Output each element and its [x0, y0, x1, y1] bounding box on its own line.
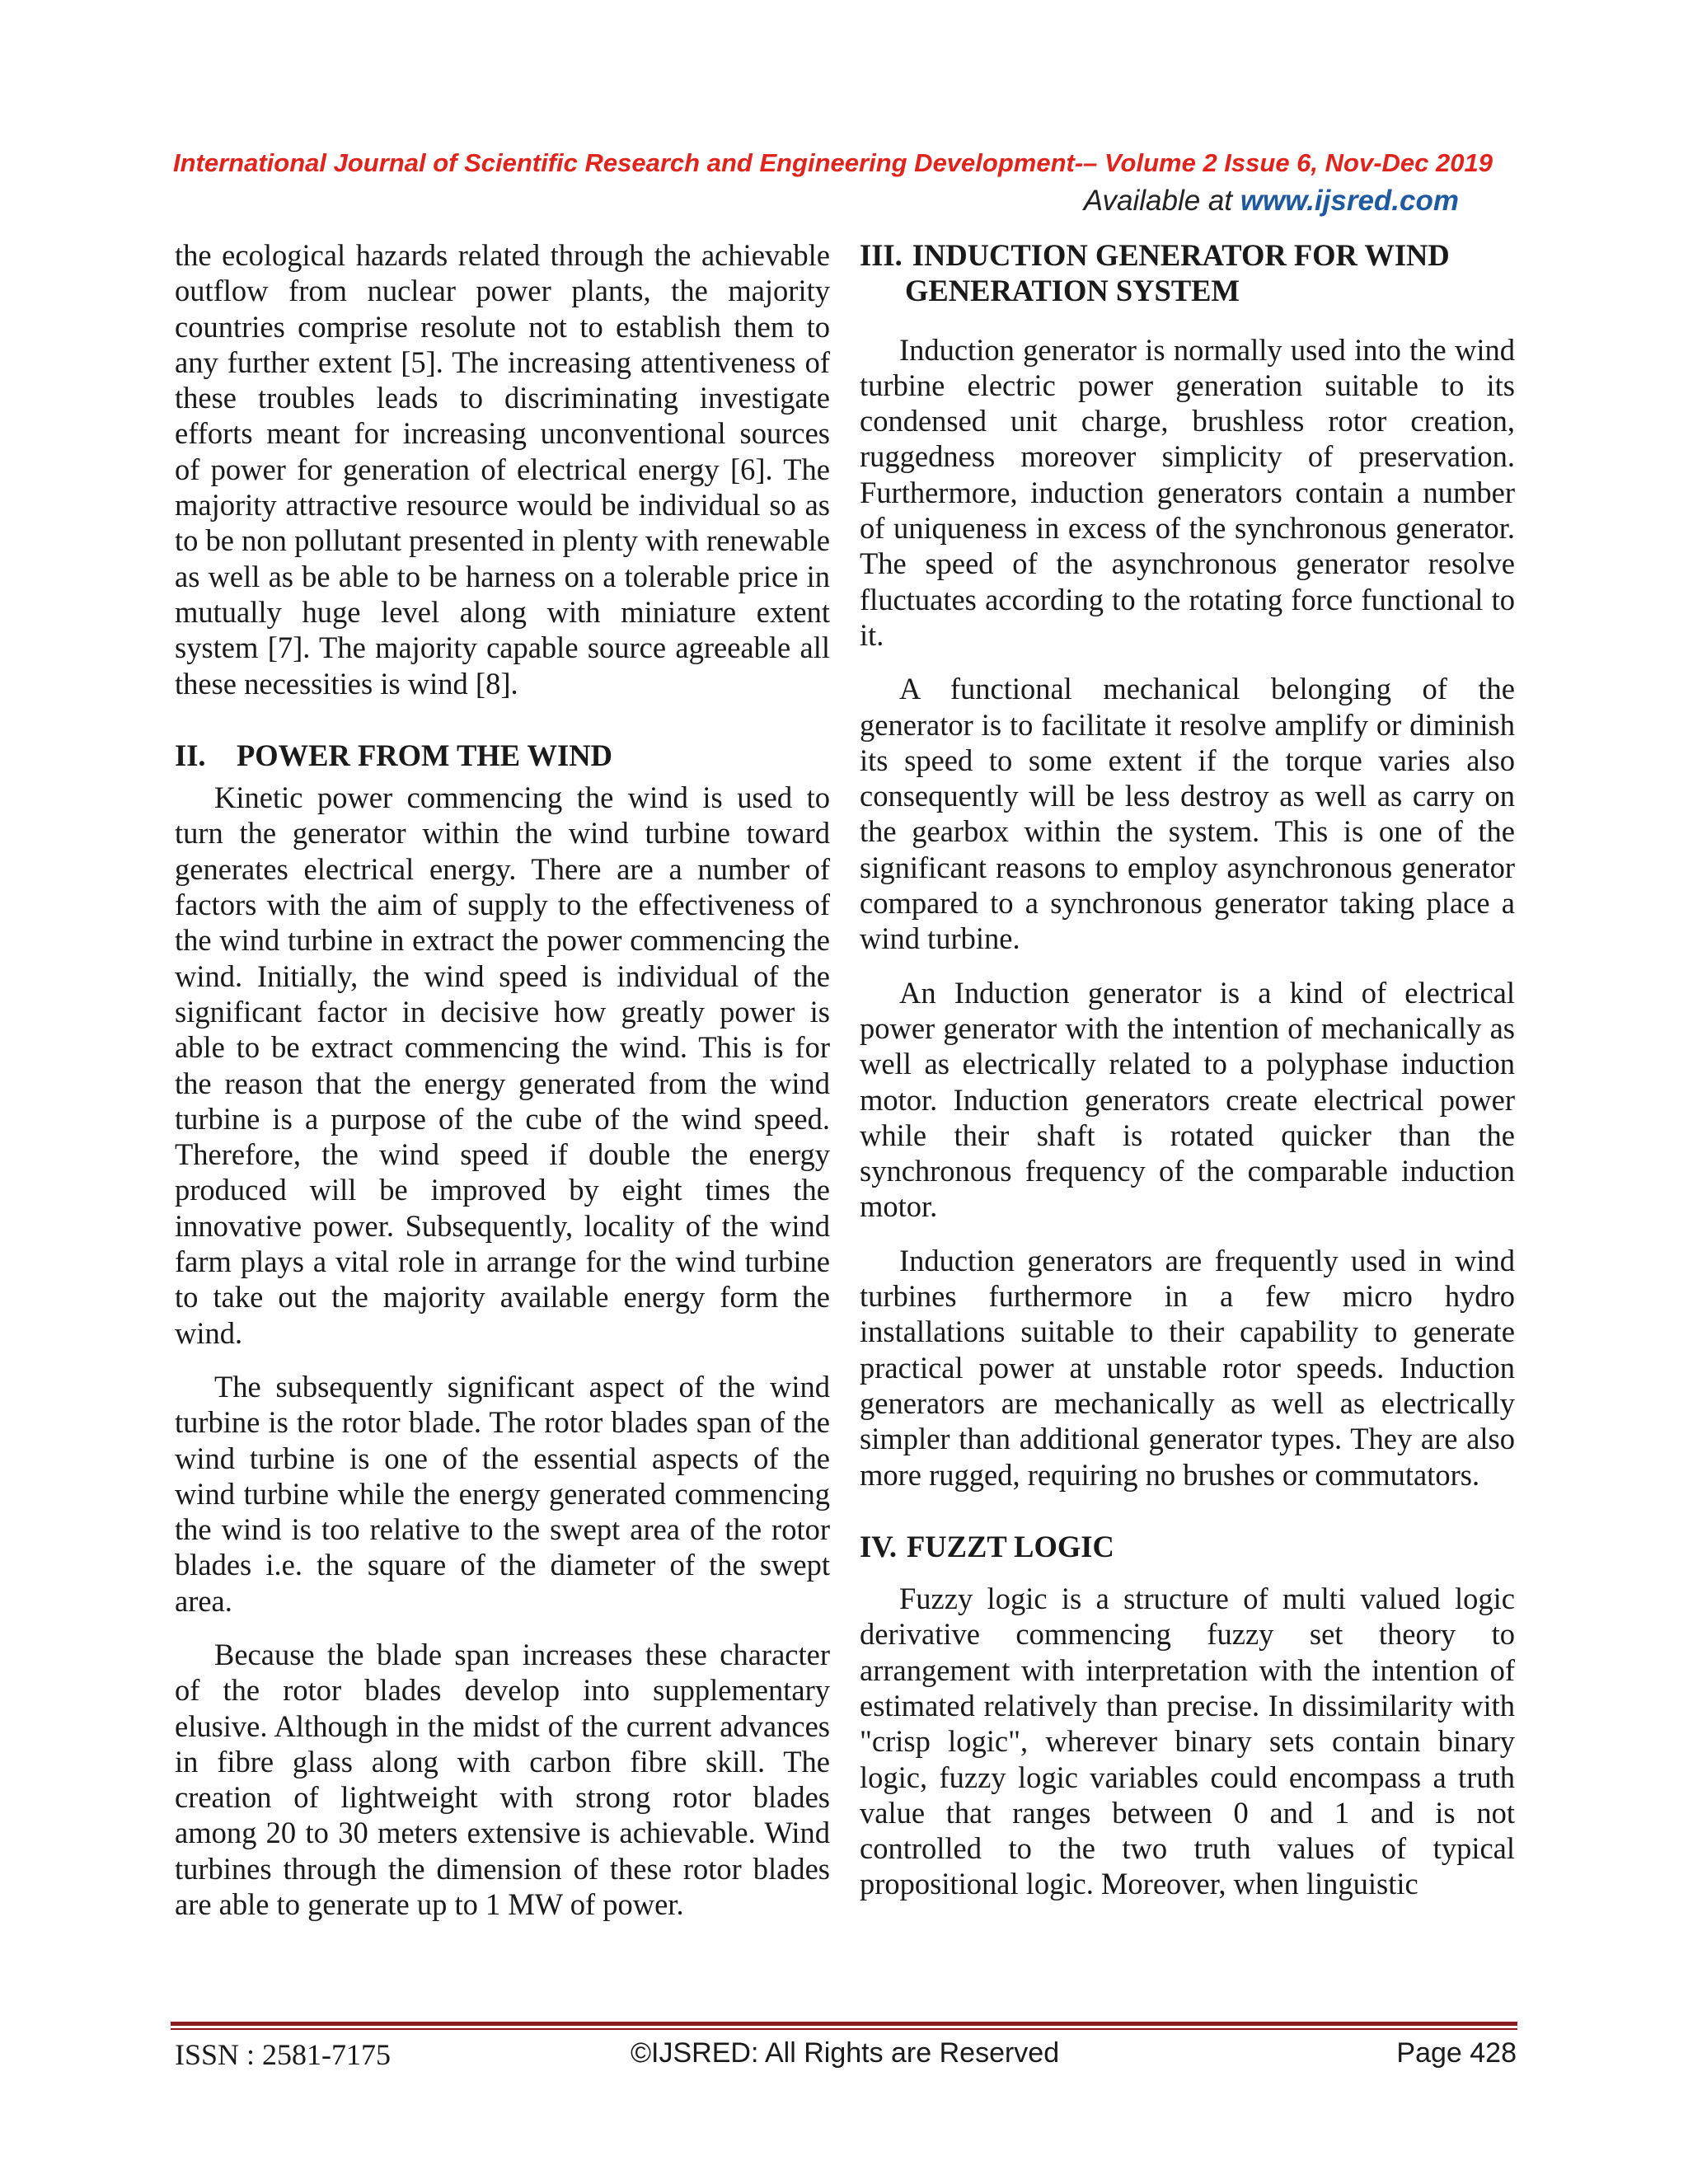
section-title: FUZZT LOGIC: [906, 1529, 1114, 1563]
available-prefix: Available at: [1083, 185, 1240, 217]
section-heading-induction-generator: [860, 237, 1515, 309]
footer-page-number: Page 428: [1396, 2037, 1517, 2069]
footer-issn: ISSN : 2581-7175: [175, 2038, 392, 2071]
section-heading-fuzzy-logic: [860, 1529, 1515, 1564]
left-paragraph-3: The subsequently significant aspect of the wind turbine is the rotor blade. The rotor blades span of the wind turbine is one of the essential aspects of the wind turbine while the energy generated commencing the wind is too relative to the swept area of the rotor blades i.e. the square of the diameter of the swept area.: [175, 1369, 830, 1618]
journal-header-title: International Journal of Scientific Research and Engineering Development-– Volume 2 Issue 6, Nov-Dec 2019: [173, 148, 1493, 177]
right-paragraph-2: A functional mechanical belonging of the generator is to facilitate it resolve amplify or diminish its speed to some extent if the torque varies also consequently will be less destroy as well as carry on the gearbox within the system. This is one of the significant reasons to employ asynchronous generator compared to a synchronous generator taking place a wind turbine.: [860, 672, 1515, 956]
section-number: III.: [860, 238, 903, 272]
footer-divider-thin: [171, 2028, 1517, 2030]
footer-divider-thick: [171, 2022, 1517, 2026]
journal-website-link[interactable]: www.ijsred.com: [1240, 185, 1459, 217]
section-title: POWER FROM THE WIND: [237, 738, 612, 772]
footer-copyright: ©IJSRED: All Rights are Reserved: [631, 2037, 1060, 2069]
available-at-line: [1084, 185, 1459, 218]
right-paragraph-3: An Induction generator is a kind of electrical power generator with the intention of mechanically as well as electrically related to a polyphase induction motor. Induction generators create electrical power while their shaft is rotated quicker than the synchronous frequency of the comparable induction motor.: [860, 975, 1515, 1224]
section-number: II.: [175, 738, 206, 772]
left-paragraph-4: Because the blade span increases these character of the rotor blades develop into supplementary elusive. Although in the midst of the current advances in fibre glass along with carbon fibre skill. The creation of lightweight with strong rotor blades among 20 to 30 meters extensive is achievable. Wind turbines through the dimension of these rotor blades are able to generate up to 1 MW of power.: [175, 1637, 830, 1922]
right-paragraph-1: Induction generator is normally used into the wind turbine electric power generation suitable to its condensed unit charge, brushless rotor creation, ruggedness moreover simplicity of preservation. Furthermore, induction generators contain a number of uniqueness in excess of the synchronous generator. The speed of the asynchronous generator resolve fluctuates according to the rotating force functional to it.: [860, 332, 1515, 652]
right-paragraph-4: Induction generators are frequently used in wind turbines furthermore in a few micro hydro installations suitable to their capability to generate practical power at unstable rotor speeds. Induction generators are mechanically as well as electrically simpler than additional generator types. They are also more rugged, requiring no brushes or commutators.: [860, 1243, 1515, 1492]
left-paragraph-2: Kinetic power commencing the wind is used to turn the generator within the wind turbine toward generates electrical energy. There are a number of factors with the aim of supply to the effectiveness of the wind turbine in extract the power commencing the wind. Initially, the wind speed is individual of the significant factor in decisive how greatly power is able to be extract commencing the wind. This is for the reason that the energy generated from the wind turbine is a purpose of the cube of the wind speed. Therefore, the wind speed if double the energy produced will be improved by eight times the innovative power. Subsequently, locality of the wind farm plays a vital role in arrange for the wind turbine to take out the majority available energy form the wind.: [175, 780, 830, 1350]
left-paragraph-1: the ecological hazards related through the achievable outflow from nuclear power plants, the majority countries comprise resolute not to establish them to any further extent [5]. The increasing attentiveness of these troubles leads to discriminating investigate efforts meant for increasing unconventional sources of power for generation of electrical energy [6]. The majority attractive resource would be individual so as to be non pollutant presented in plenty with renewable as well as be able to be harness on a tolerable price in mutually huge level along with miniature extent system [7]. The majority capable source agreeable all these necessities is wind [8].: [175, 238, 830, 701]
section-title: INDUCTION GENERATOR FOR WIND GENERATION SYSTEM: [905, 238, 1450, 308]
right-column: [860, 237, 1515, 1902]
section-number: IV.: [860, 1529, 897, 1563]
right-paragraph-5: Fuzzy logic is a structure of multi valued logic derivative commencing fuzzy set theory to arrangement with interpretation with the intention of estimated relatively than precise. In dissimilarity with "crisp logic", wherever binary sets contain binary logic, fuzzy logic variables could encompass a truth value that ranges between 0 and 1 and is not controlled to the two truth values of typical propositional logic. Moreover, when linguistic: [860, 1582, 1515, 1901]
section-heading-power-from-wind: [175, 738, 830, 773]
left-column: [175, 237, 830, 1922]
